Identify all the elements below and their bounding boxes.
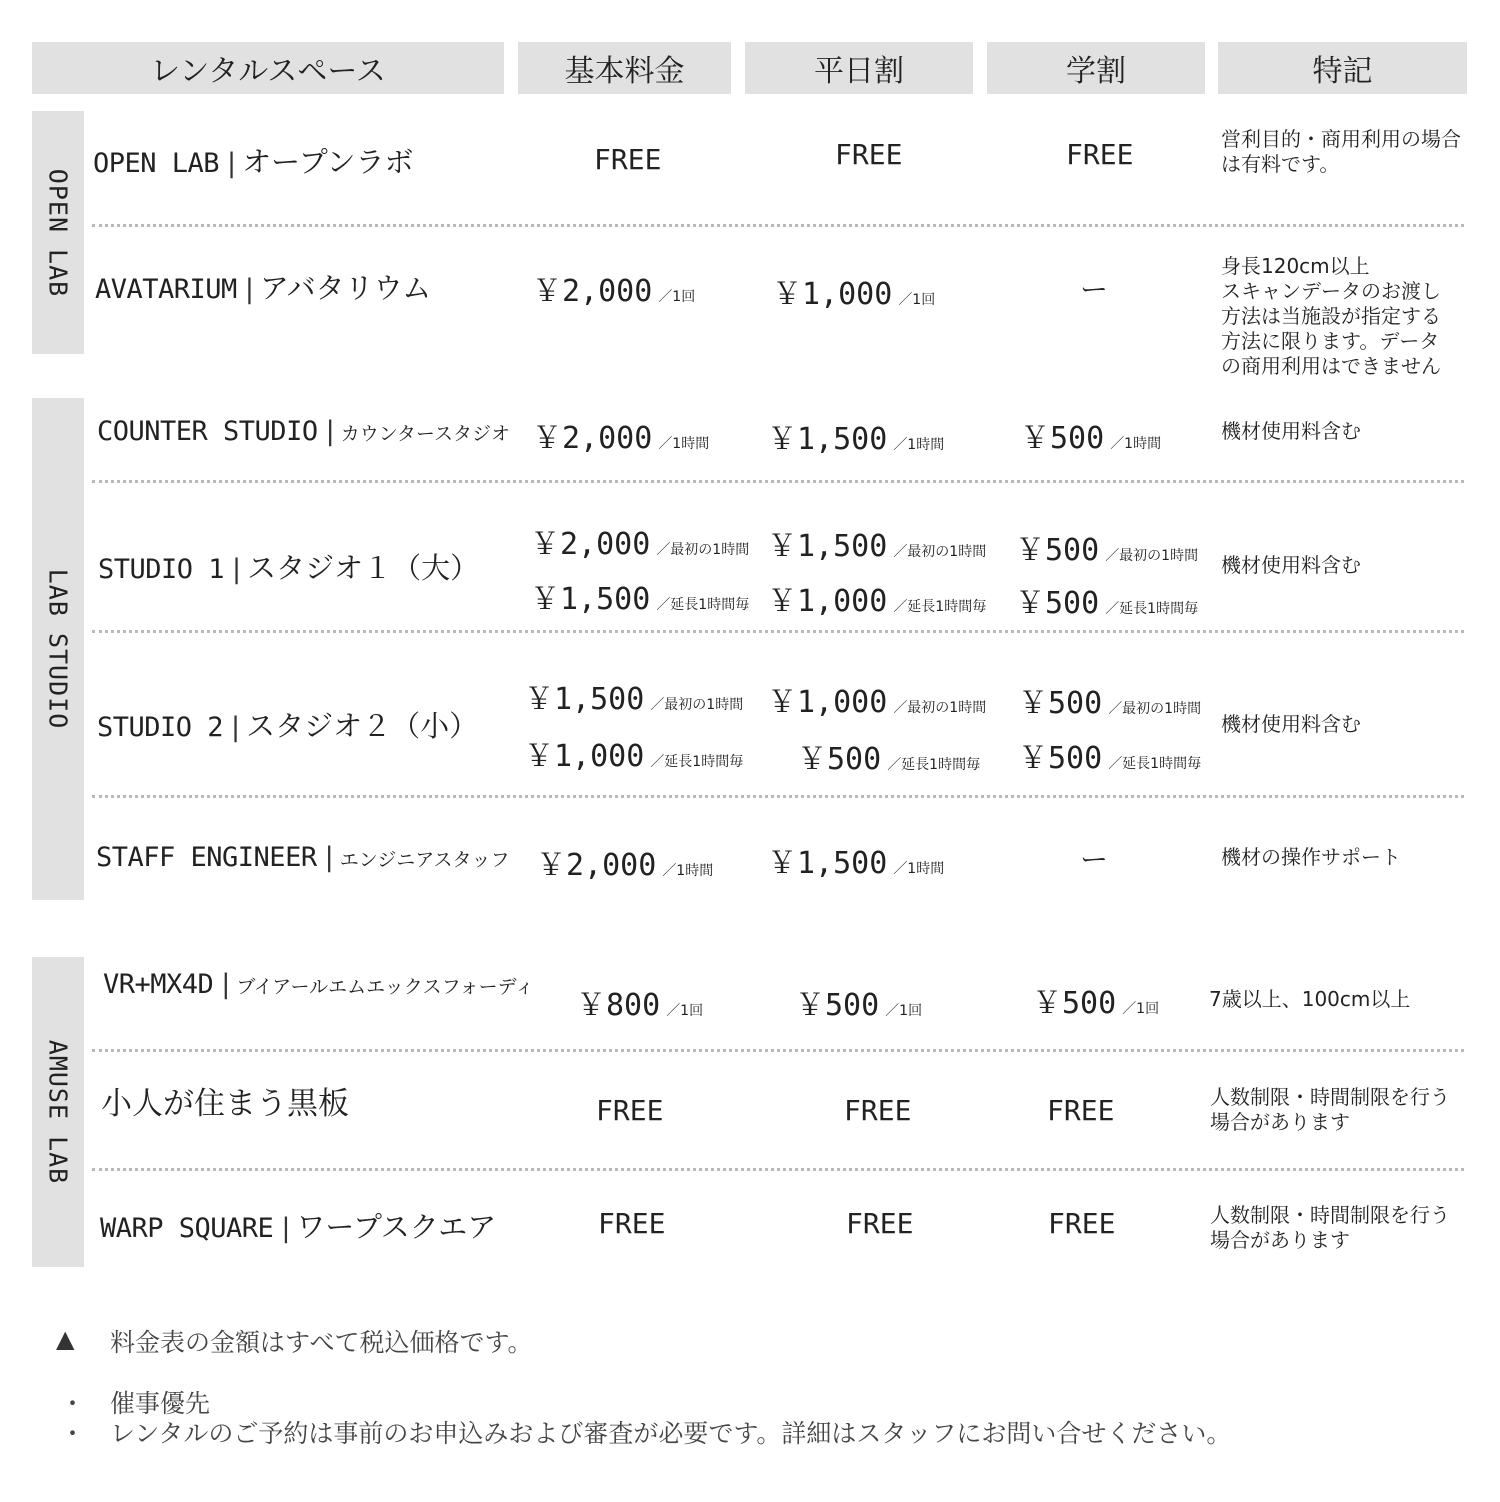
studio1-weekday-first — [767, 521, 986, 565]
space-name-jp: スタジオ２（小） — [246, 709, 479, 743]
blackboard-student: FREE — [1047, 1094, 1115, 1127]
reservation-note: レンタルのご予約は事前のお申込みおよび審査が必要です。詳細はスタッフにお問い合せください。 — [110, 1419, 1232, 1448]
space-name-jp: オープンラボ — [242, 145, 414, 179]
price-value: ￥500 — [1020, 421, 1105, 456]
price-unit: ／1時間 — [662, 863, 714, 879]
avatarium-base — [532, 266, 695, 310]
warp-square-student: FREE — [1048, 1207, 1116, 1240]
row-blackboard-name: 小人が住まう黒板 — [101, 1086, 349, 1122]
price-unit: ／1時間 — [893, 437, 945, 453]
price-value: ￥2,000 — [536, 848, 657, 883]
row-open-lab-name — [93, 140, 414, 181]
space-name-jp: ブイアールエムエックスフォーディ — [236, 976, 535, 998]
section-lab-studio-label: LAB STUDIO — [43, 568, 73, 730]
space-name-en: COUNTER STUDIO — [97, 416, 318, 447]
space-name-en: VR+MX4D — [103, 969, 214, 1000]
open-lab-note: 営利目的・商用利用の場合は有料です。 — [1221, 127, 1461, 176]
section-lab-studio — [32, 398, 84, 900]
vr-mx4d-student — [1032, 978, 1159, 1022]
studio1-base-ext — [530, 574, 749, 618]
counter-studio-weekday — [767, 414, 944, 458]
price-unit: ／延長1時間毎 — [893, 599, 987, 615]
vr-mx4d-base — [576, 980, 703, 1024]
header-student — [987, 42, 1205, 94]
row-divider — [92, 224, 1464, 227]
header-base — [518, 42, 731, 94]
studio2-note: 機材使用料含む — [1221, 712, 1361, 736]
price-value: ￥1,000 — [524, 739, 645, 774]
price-value: ￥500 — [1015, 586, 1100, 621]
space-name-jp: スタジオ１（大） — [247, 551, 480, 585]
price-value: ￥1,000 — [772, 277, 893, 312]
bullet-icon: ・ — [60, 1389, 86, 1418]
tax-note: 料金表の金額はすべて税込価格です。 — [110, 1328, 533, 1357]
price-value: ￥1,500 — [530, 582, 651, 617]
header-space-label: レンタルスペース — [150, 54, 386, 89]
name-separator: | — [325, 416, 335, 447]
row-staff-engineer-name — [96, 842, 509, 873]
name-separator: | — [231, 712, 241, 743]
name-separator: | — [221, 969, 231, 1000]
section-amuse-lab — [32, 957, 84, 1267]
row-avatarium-name — [95, 266, 431, 307]
price-unit: ／延長1時間毎 — [650, 754, 744, 770]
price-unit: ／1時間 — [893, 861, 945, 877]
staff-engineer-student: ー — [1080, 843, 1109, 876]
section-amuse-lab-label: AMUSE LAB — [43, 1039, 73, 1185]
row-studio1-name — [98, 546, 479, 587]
space-name-jp: カウンタースタジオ — [340, 423, 510, 445]
counter-studio-note: 機材使用料含む — [1221, 419, 1361, 443]
row-divider — [92, 480, 1464, 483]
header-space — [32, 42, 504, 94]
studio2-base-ext — [524, 731, 743, 775]
studio2-weekday-ext — [797, 734, 980, 778]
price-unit: ／1回 — [1122, 1001, 1160, 1017]
price-value: ￥500 — [797, 742, 882, 777]
row-vr-mx4d-name — [103, 969, 534, 1000]
note-line: スキャンデータのお渡し — [1221, 279, 1441, 303]
name-separator: | — [232, 554, 242, 585]
blackboard-note: 人数制限・時間制限を行う場合があります — [1210, 1085, 1450, 1134]
open-lab-weekday: FREE — [835, 138, 903, 171]
space-name-en: WARP SQUARE — [100, 1213, 274, 1244]
header-base-label: 基本料金 — [564, 54, 685, 89]
price-value: ￥500 — [795, 988, 880, 1023]
space-name-jp: アバタリウム — [259, 271, 432, 305]
row-divider — [92, 1168, 1464, 1171]
price-unit: ／1回 — [885, 1003, 923, 1019]
price-unit: ／1時間 — [658, 436, 710, 452]
studio2-student-first — [1018, 678, 1201, 722]
space-name-en: STUDIO 2 — [97, 712, 224, 743]
name-separator: | — [227, 148, 237, 179]
price-unit: ／最初の1時間 — [1105, 548, 1199, 564]
name-separator: | — [244, 274, 254, 305]
space-name-en: OPEN LAB — [93, 148, 220, 179]
counter-studio-student — [1020, 413, 1161, 457]
row-divider — [92, 795, 1464, 798]
price-value: ￥1,500 — [767, 846, 888, 881]
price-unit: ／1回 — [898, 292, 936, 308]
staff-engineer-weekday — [767, 838, 944, 882]
price-value: ￥500 — [1018, 741, 1103, 776]
studio2-base-first — [524, 674, 743, 718]
header-notes — [1218, 42, 1467, 94]
price-value: ￥500 — [1032, 986, 1117, 1021]
open-lab-base: FREE — [594, 143, 662, 176]
row-divider — [92, 630, 1464, 633]
price-value: ￥500 — [1015, 533, 1100, 568]
price-value: ￥1,500 — [524, 682, 645, 717]
blackboard-weekday: FREE — [844, 1094, 912, 1127]
price-unit: ／延長1時間毎 — [656, 597, 750, 613]
price-value: ￥1,000 — [767, 584, 888, 619]
price-value: ￥500 — [1018, 686, 1103, 721]
studio1-note: 機材使用料含む — [1221, 553, 1361, 577]
price-value: ￥1,500 — [767, 422, 888, 457]
warp-square-note: 人数制限・時間制限を行う場合があります — [1210, 1203, 1450, 1252]
studio1-student-first — [1015, 525, 1198, 569]
header-weekday — [745, 42, 973, 94]
space-name-jp: エンジニアスタッフ — [339, 849, 510, 871]
price-unit: ／延長1時間毎 — [1108, 756, 1202, 772]
studio1-base-first — [530, 519, 749, 563]
avatarium-note — [1221, 254, 1471, 379]
header-student-label: 学割 — [1066, 54, 1126, 89]
studio2-weekday-first — [767, 677, 986, 721]
counter-studio-base — [532, 413, 709, 457]
price-unit: ／最初の1時間 — [893, 544, 987, 560]
name-separator: | — [281, 1213, 291, 1244]
space-name-en: STAFF ENGINEER — [96, 842, 317, 873]
note-line: 方法は当施設が指定する — [1221, 304, 1441, 328]
header-notes-label: 特記 — [1312, 54, 1373, 89]
note-line: の商用利用はできません — [1221, 354, 1441, 378]
header-weekday-label: 平日割 — [814, 54, 904, 89]
warp-square-weekday: FREE — [846, 1207, 914, 1240]
space-name-en: AVATARIUM — [95, 274, 237, 305]
warp-square-base: FREE — [598, 1207, 666, 1240]
price-value: ￥1,000 — [767, 685, 888, 720]
section-open-lab — [32, 111, 84, 354]
space-name-jp: ワープスクエア — [296, 1210, 497, 1244]
vr-mx4d-note: 7歳以上、100cm以上 — [1209, 987, 1411, 1011]
price-value: ￥2,000 — [532, 274, 653, 309]
studio2-student-ext — [1018, 733, 1201, 777]
space-name-en: STUDIO 1 — [98, 554, 225, 585]
price-unit: ／最初の1時間 — [1108, 701, 1202, 717]
price-unit: ／1回 — [658, 289, 696, 305]
row-warp-square-name — [100, 1205, 496, 1246]
row-studio2-name — [97, 704, 478, 745]
price-unit: ／1時間 — [1110, 436, 1162, 452]
row-divider — [92, 1049, 1464, 1052]
section-open-lab-label: OPEN LAB — [43, 168, 73, 297]
bullet-icon: ・ — [60, 1419, 86, 1448]
note-line: 身長120cm以上 — [1221, 254, 1370, 278]
price-value: ￥2,000 — [532, 421, 653, 456]
price-unit: ／最初の1時間 — [893, 700, 987, 716]
price-unit: ／延長1時間毎 — [1105, 601, 1199, 617]
price-unit: ／1回 — [666, 1003, 704, 1019]
vr-mx4d-weekday — [795, 980, 922, 1024]
staff-engineer-base — [536, 840, 713, 884]
price-value: ￥1,500 — [767, 529, 888, 564]
studio1-student-ext — [1015, 578, 1198, 622]
avatarium-weekday — [772, 269, 935, 313]
price-unit: ／最初の1時間 — [650, 697, 744, 713]
open-lab-student: FREE — [1066, 138, 1134, 171]
name-separator: | — [324, 842, 334, 873]
price-value: ￥2,000 — [530, 527, 651, 562]
avatarium-student: ー — [1080, 273, 1109, 306]
staff-engineer-note: 機材の操作サポート — [1221, 845, 1401, 869]
blackboard-base: FREE — [596, 1094, 664, 1127]
note-line: 方法に限ります。データ — [1221, 329, 1440, 353]
row-counter-studio-name — [97, 416, 510, 447]
price-value: ￥800 — [576, 988, 661, 1023]
price-unit: ／延長1時間毎 — [887, 757, 981, 773]
triangle-icon: ▲ — [56, 1325, 75, 1353]
priority-note: 催事優先 — [110, 1389, 211, 1418]
price-unit: ／最初の1時間 — [656, 542, 750, 558]
studio1-weekday-ext — [767, 576, 986, 620]
